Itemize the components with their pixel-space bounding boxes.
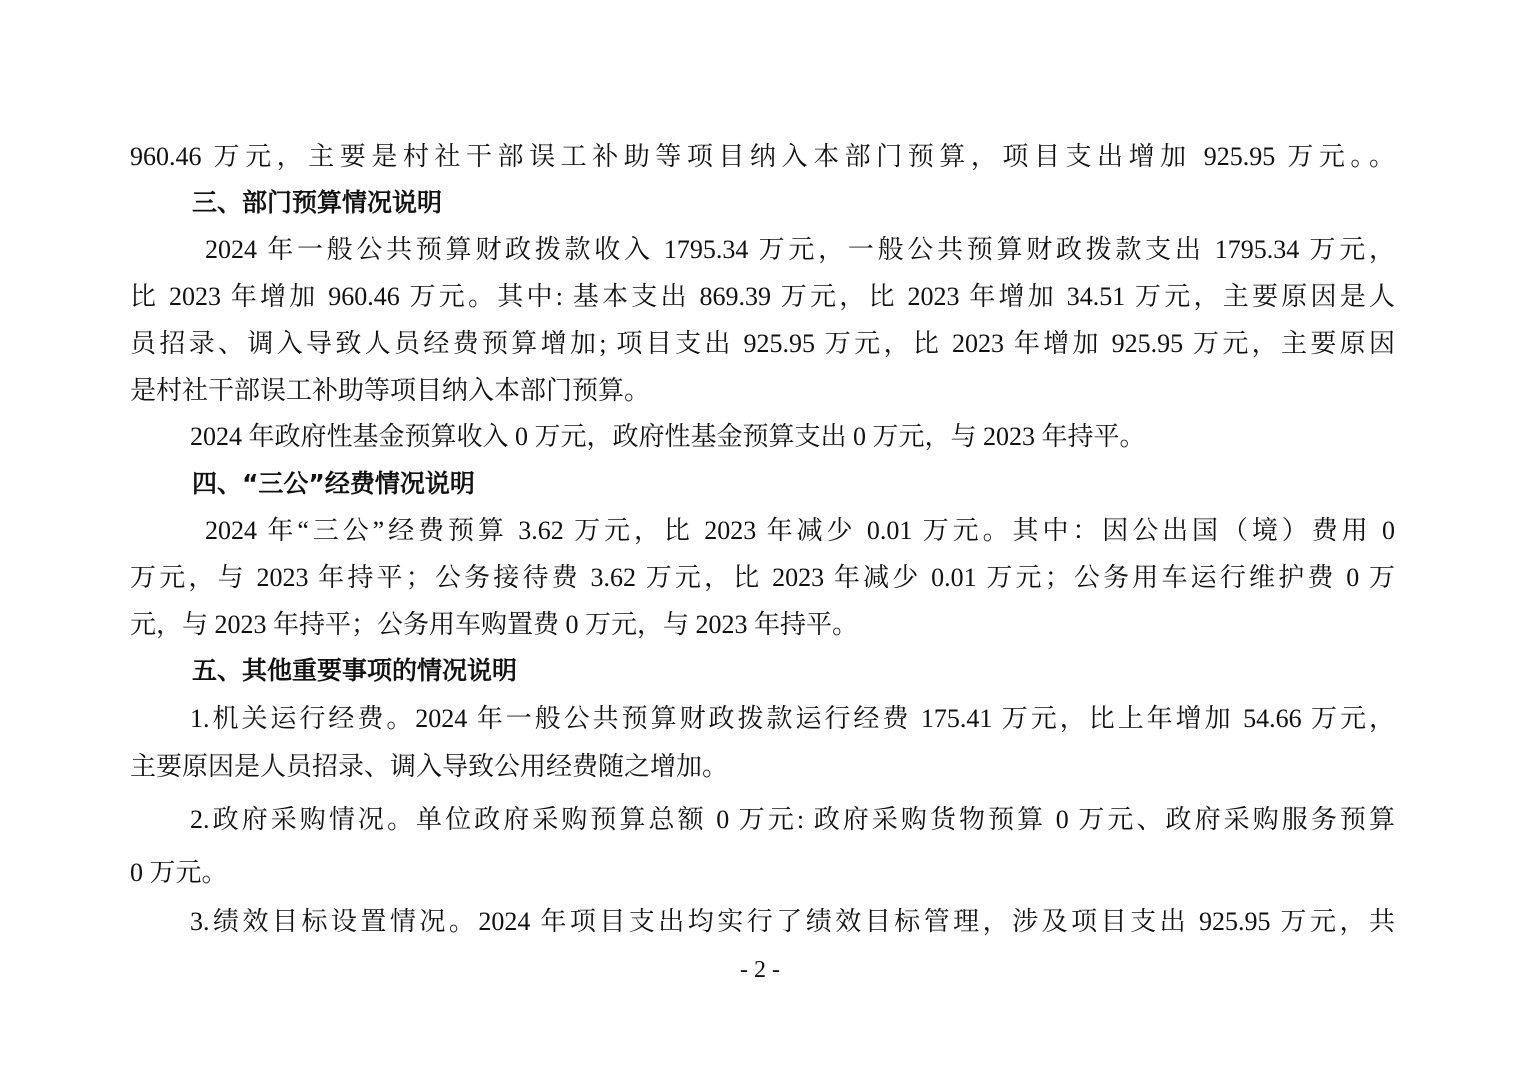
paragraph-line: 2.政府采购情况。单位政府采购预算总额 0 万元: 政府采购货物预算 0 万元、政府采购服务预算 <box>190 805 1395 834</box>
section-heading-5: 五、其他重要事项的情况说明 <box>192 656 518 685</box>
paragraph-line: 1.机关运行经费。2024 年一般公共预算财政拨款运行经费 175.41 万元，比上年增加 54.66 万元， <box>190 704 1395 733</box>
paragraph-line: 2024 年“三公”经费预算 3.62 万元，比 2023 年减少 0.01 万元。其中：因公出国（境）费用 0 <box>205 516 1395 545</box>
section-heading-4: 四、“三公”经费情况说明 <box>192 469 475 498</box>
paragraph-line: 3.绩效目标设置情况。2024 年项目支出均实行了绩效目标管理，涉及项目支出 925.95 万元，共 <box>190 907 1395 936</box>
paragraph-line: 主要原因是人员招录、调入导致公用经费随之增加。 <box>130 752 729 781</box>
page-number: - 2 - <box>740 957 780 983</box>
section-heading-3: 三、部门预算情况说明 <box>192 188 443 217</box>
paragraph-line: 是村社干部误工补助等项目纳入本部门预算。 <box>130 376 651 405</box>
paragraph-line: 960.46 万元，主要是村社干部误工补助等项目纳入本部门预算，项目支出增加 925.95 万元。。 <box>130 142 1395 171</box>
paragraph-line: 员招录、调入导致人员经费预算增加; 项目支出 925.95 万元，比 2023 年增加 925.95 万元，主要原因 <box>130 329 1395 358</box>
paragraph-line: 2024 年政府性基金预算收入 0 万元，政府性基金预算支出 0 万元，与 2023 年持平。 <box>190 422 1146 451</box>
paragraph-line: 2024 年一般公共预算财政拨款收入 1795.34 万元，一般公共预算财政拨款支出 1795.34 万元， <box>205 235 1395 264</box>
paragraph-line: 元，与 2023 年持平；公务用车购置费 0 万元，与 2023 年持平。 <box>130 610 859 639</box>
paragraph-line: 0 万元。 <box>130 858 228 887</box>
paragraph-line: 万元，与 2023 年持平；公务接待费 3.62 万元，比 2023 年减少 0.01 万元；公务用车运行维护费 0 万 <box>130 563 1395 592</box>
paragraph-line: 比 2023 年增加 960.46 万元。其中: 基本支出 869.39 万元，比 2023 年增加 34.51 万元，主要原因是人 <box>130 282 1395 311</box>
